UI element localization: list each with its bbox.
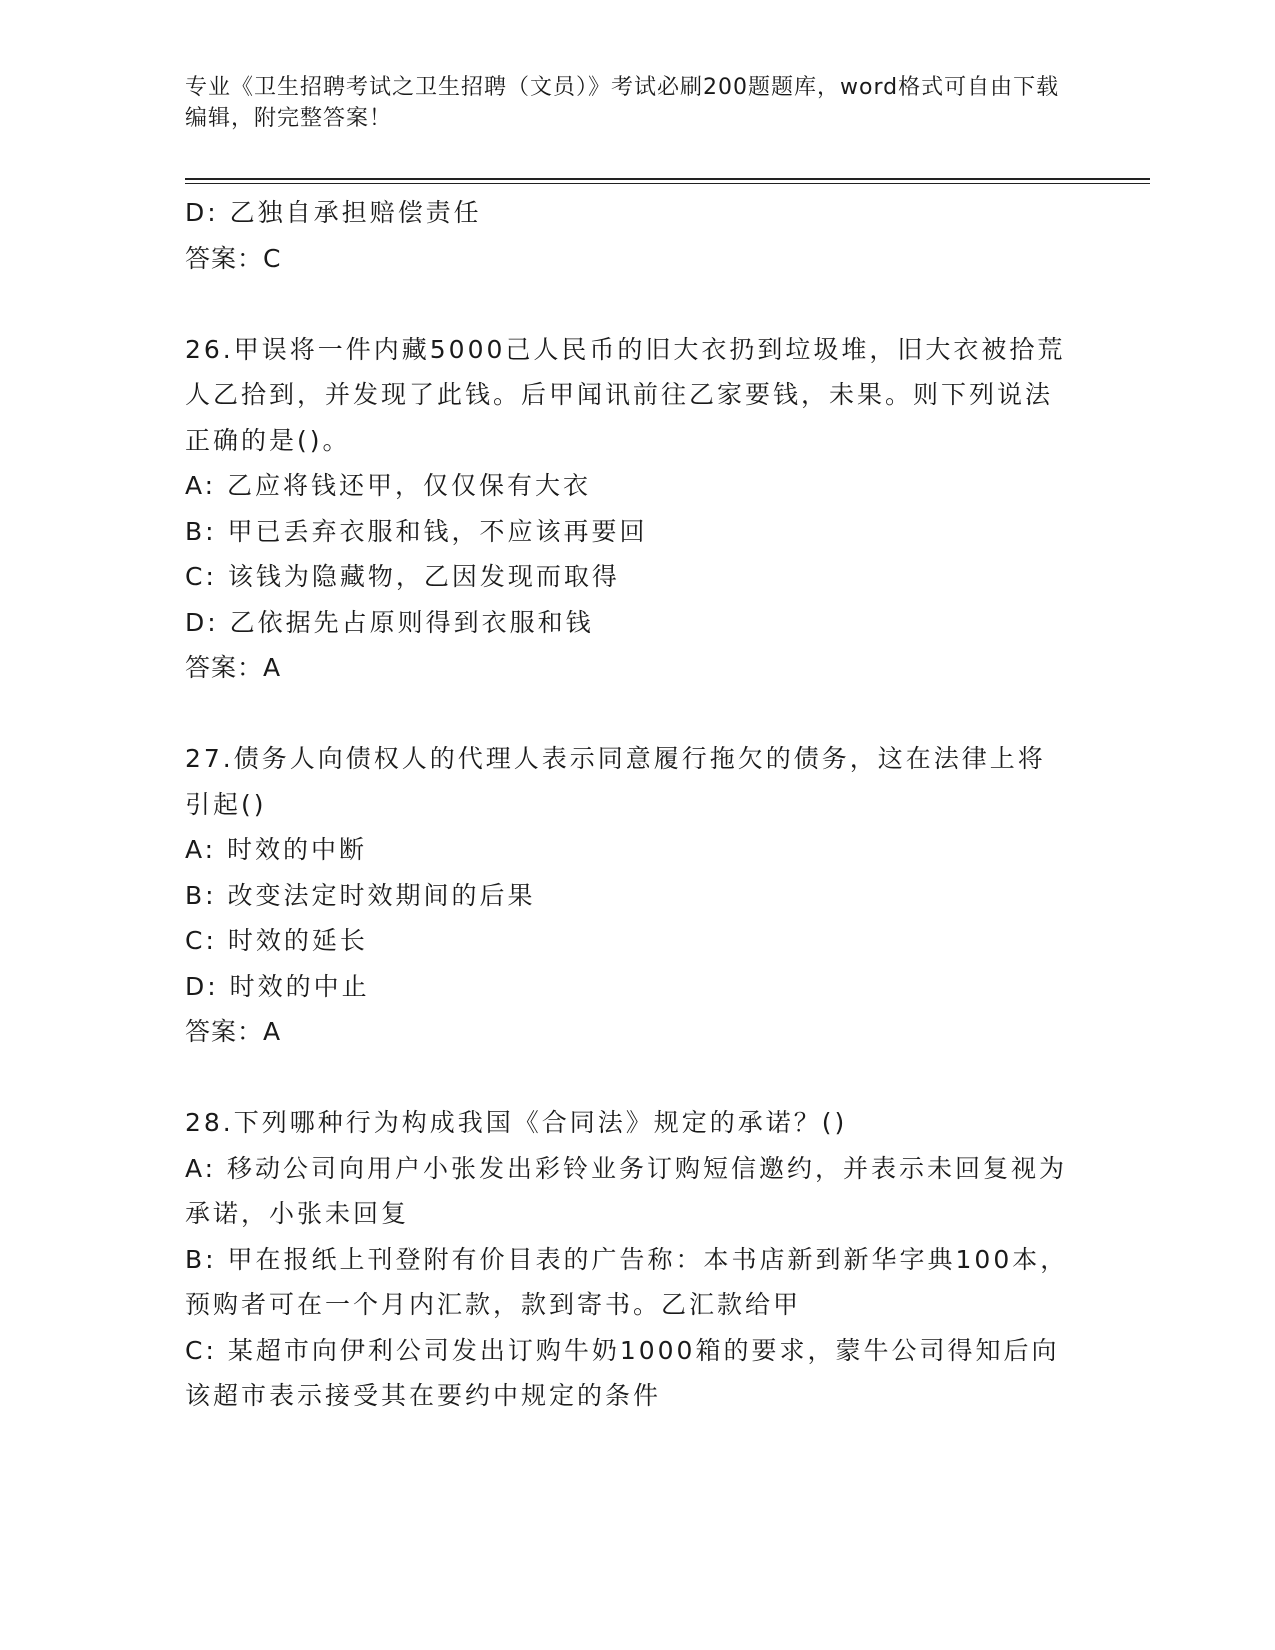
question-content [185,190,1070,1419]
spacer [185,691,1070,737]
option-c: C: 该钱为隐藏物，乙因发现而取得 [185,562,620,591]
question-stem: 28.下列哪种行为构成我国《合同法》规定的承诺？() [185,1108,848,1137]
option-d: D: 乙独自承担赔偿责任 [185,198,482,227]
option-a: A: 移动公司向用户小张发出彩铃业务订购短信邀约，并表示未回复视为承诺，小张未回复 [185,1153,1068,1228]
question-28 [185,1100,1070,1419]
option-b: B: 甲在报纸上刊登附有价目表的广告称：本书店新到新华字典100本，预购者可在一个月内汇款，款到寄书。乙汇款给甲 [185,1244,1069,1319]
question-26 [185,327,1070,691]
spacer [185,281,1070,327]
answer: 答案：C [185,243,282,273]
header-rule-thick [185,178,1150,180]
option-d: D: 时效的中止 [185,971,370,1001]
option-a: A: 时效的中断 [185,835,368,864]
spacer [185,1055,1070,1101]
option-a: A: 乙应将钱还甲，仅仅保有大衣 [185,471,592,500]
question-stem: 27.债务人向债权人的代理人表示同意履行拖欠的债务，这在法律上将引起() [185,744,1046,819]
question-27 [185,736,1070,1055]
question-stem: 26.甲误将一件内藏5000己人民币的旧大衣扔到垃圾堆，旧大衣被拾荒人乙拾到，并发现了此钱。后甲闻讯前往乙家要钱，未果。则下列说法正确的是()。 [185,334,1066,455]
document-header [185,72,1065,134]
option-c: C: 某超市向伊利公司发出订购牛奶1000箱的要求，蒙牛公司得知后向该超市表示接受其在要约中规定的条件 [185,1335,1060,1410]
answer: 答案：A [185,653,282,682]
option-c: C: 时效的延长 [185,926,368,955]
option-d: D: 乙依据先占原则得到衣服和钱 [185,607,594,637]
header-title: 专业《卫生招聘考试之卫生招聘（文员）》考试必刷200题题库，word格式可自由下载编辑，附完整答案！ [185,75,1060,131]
answer: 答案：A [185,1017,282,1046]
option-b: B: 改变法定时效期间的后果 [185,880,536,910]
option-b: B: 甲已丢弃衣服和钱，不应该再要回 [185,516,648,546]
header-rule-thin [185,183,1150,184]
